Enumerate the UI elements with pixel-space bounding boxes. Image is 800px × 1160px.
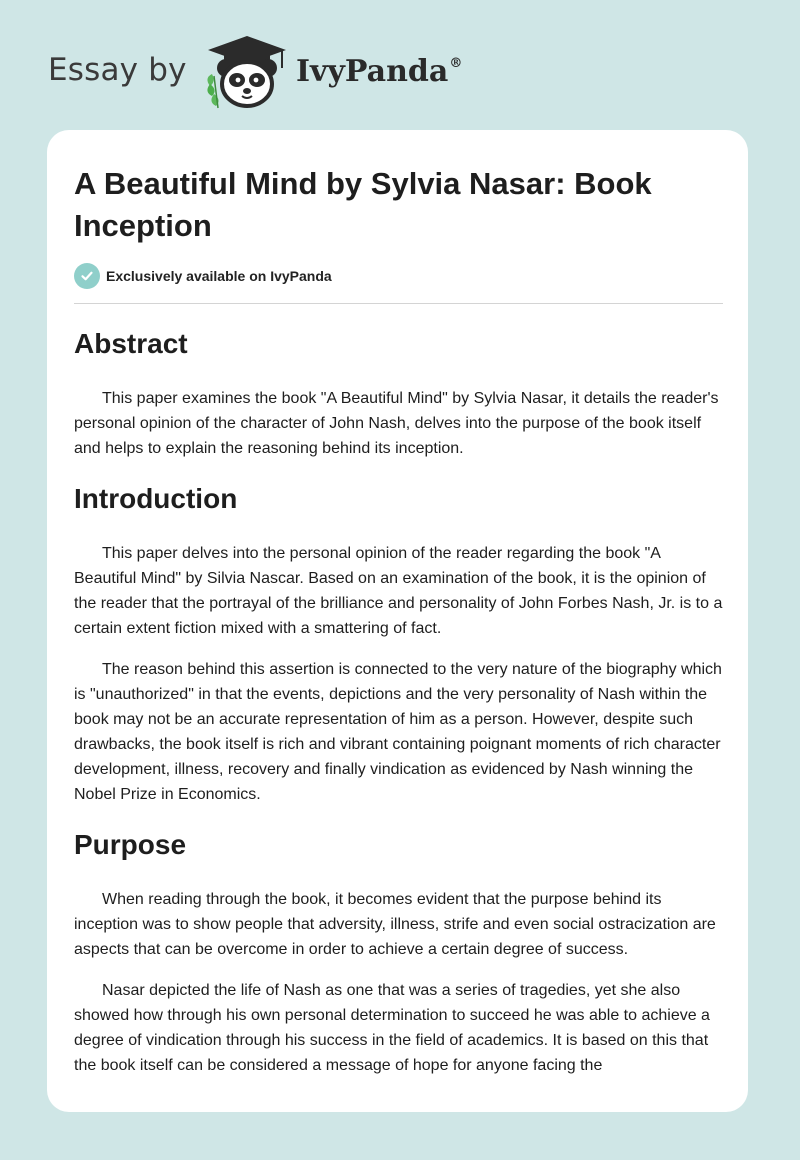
check-icon — [74, 263, 100, 289]
essay-body — [74, 326, 723, 1078]
essay-by-label: Essay by — [48, 52, 187, 88]
exclusive-badge — [74, 262, 332, 290]
panda-logo-icon[interactable] — [202, 34, 292, 110]
page-title: A Beautiful Mind by Sylvia Nasar: Book Inception — [74, 166, 652, 243]
section-heading-abstract: Abstract — [74, 328, 188, 359]
paragraph: Nasar depicted the life of Nash as one that was a series of tragedies, yet she also showed how through his own personal determination to succeed he was able to achieve a degree of vindication through his success in the field of academics. It is based on this that the book itself can be considered a message of hope for anyone facing the — [74, 982, 710, 1074]
paragraph: This paper delves into the personal opinion of the reader regarding the book "A Beautiful Mind" by Silvia Nascar. Based on an examination of the book, it is the opinion of the reader that the portrayal of the brilliance and personality of John Forbes Nash, Jr. is to a certain extent fiction mixed with a smattering of fact. — [74, 545, 723, 637]
site-header — [48, 34, 648, 114]
brand-name[interactable]: IvyPanda® — [296, 54, 463, 89]
divider — [74, 303, 723, 304]
paragraph: When reading through the book, it becomes evident that the purpose behind its inception was to show people that adversity, illness, strife and even social ostracization are aspects that can be overcome in order to achieve a certain degree of success. — [74, 891, 716, 958]
essay-card — [47, 130, 748, 1112]
paragraph: This paper examines the book "A Beautiful Mind" by Sylvia Nasar, it details the reader's personal opinion of the character of John Nash, delves into the purpose of the book itself and helps to explain the reasoning behind its inception. — [74, 390, 719, 457]
section-heading-introduction: Introduction — [74, 483, 238, 514]
paragraph: The reason behind this assertion is connected to the very nature of the biography which is "unauthorized" in that the events, depictions and the very personality of Nash within the book may not be an accurate representation of him as a person. However, despite such drawbacks, the book itself is rich and vibrant containing poignant moments of rich character development, illness, recovery and finally vindication as evidenced by Nash winning the Nobel Prize in Economics. — [74, 661, 722, 803]
section-heading-purpose: Purpose — [74, 829, 187, 860]
exclusive-badge-label: Exclusively available on IvyPanda — [106, 268, 332, 284]
